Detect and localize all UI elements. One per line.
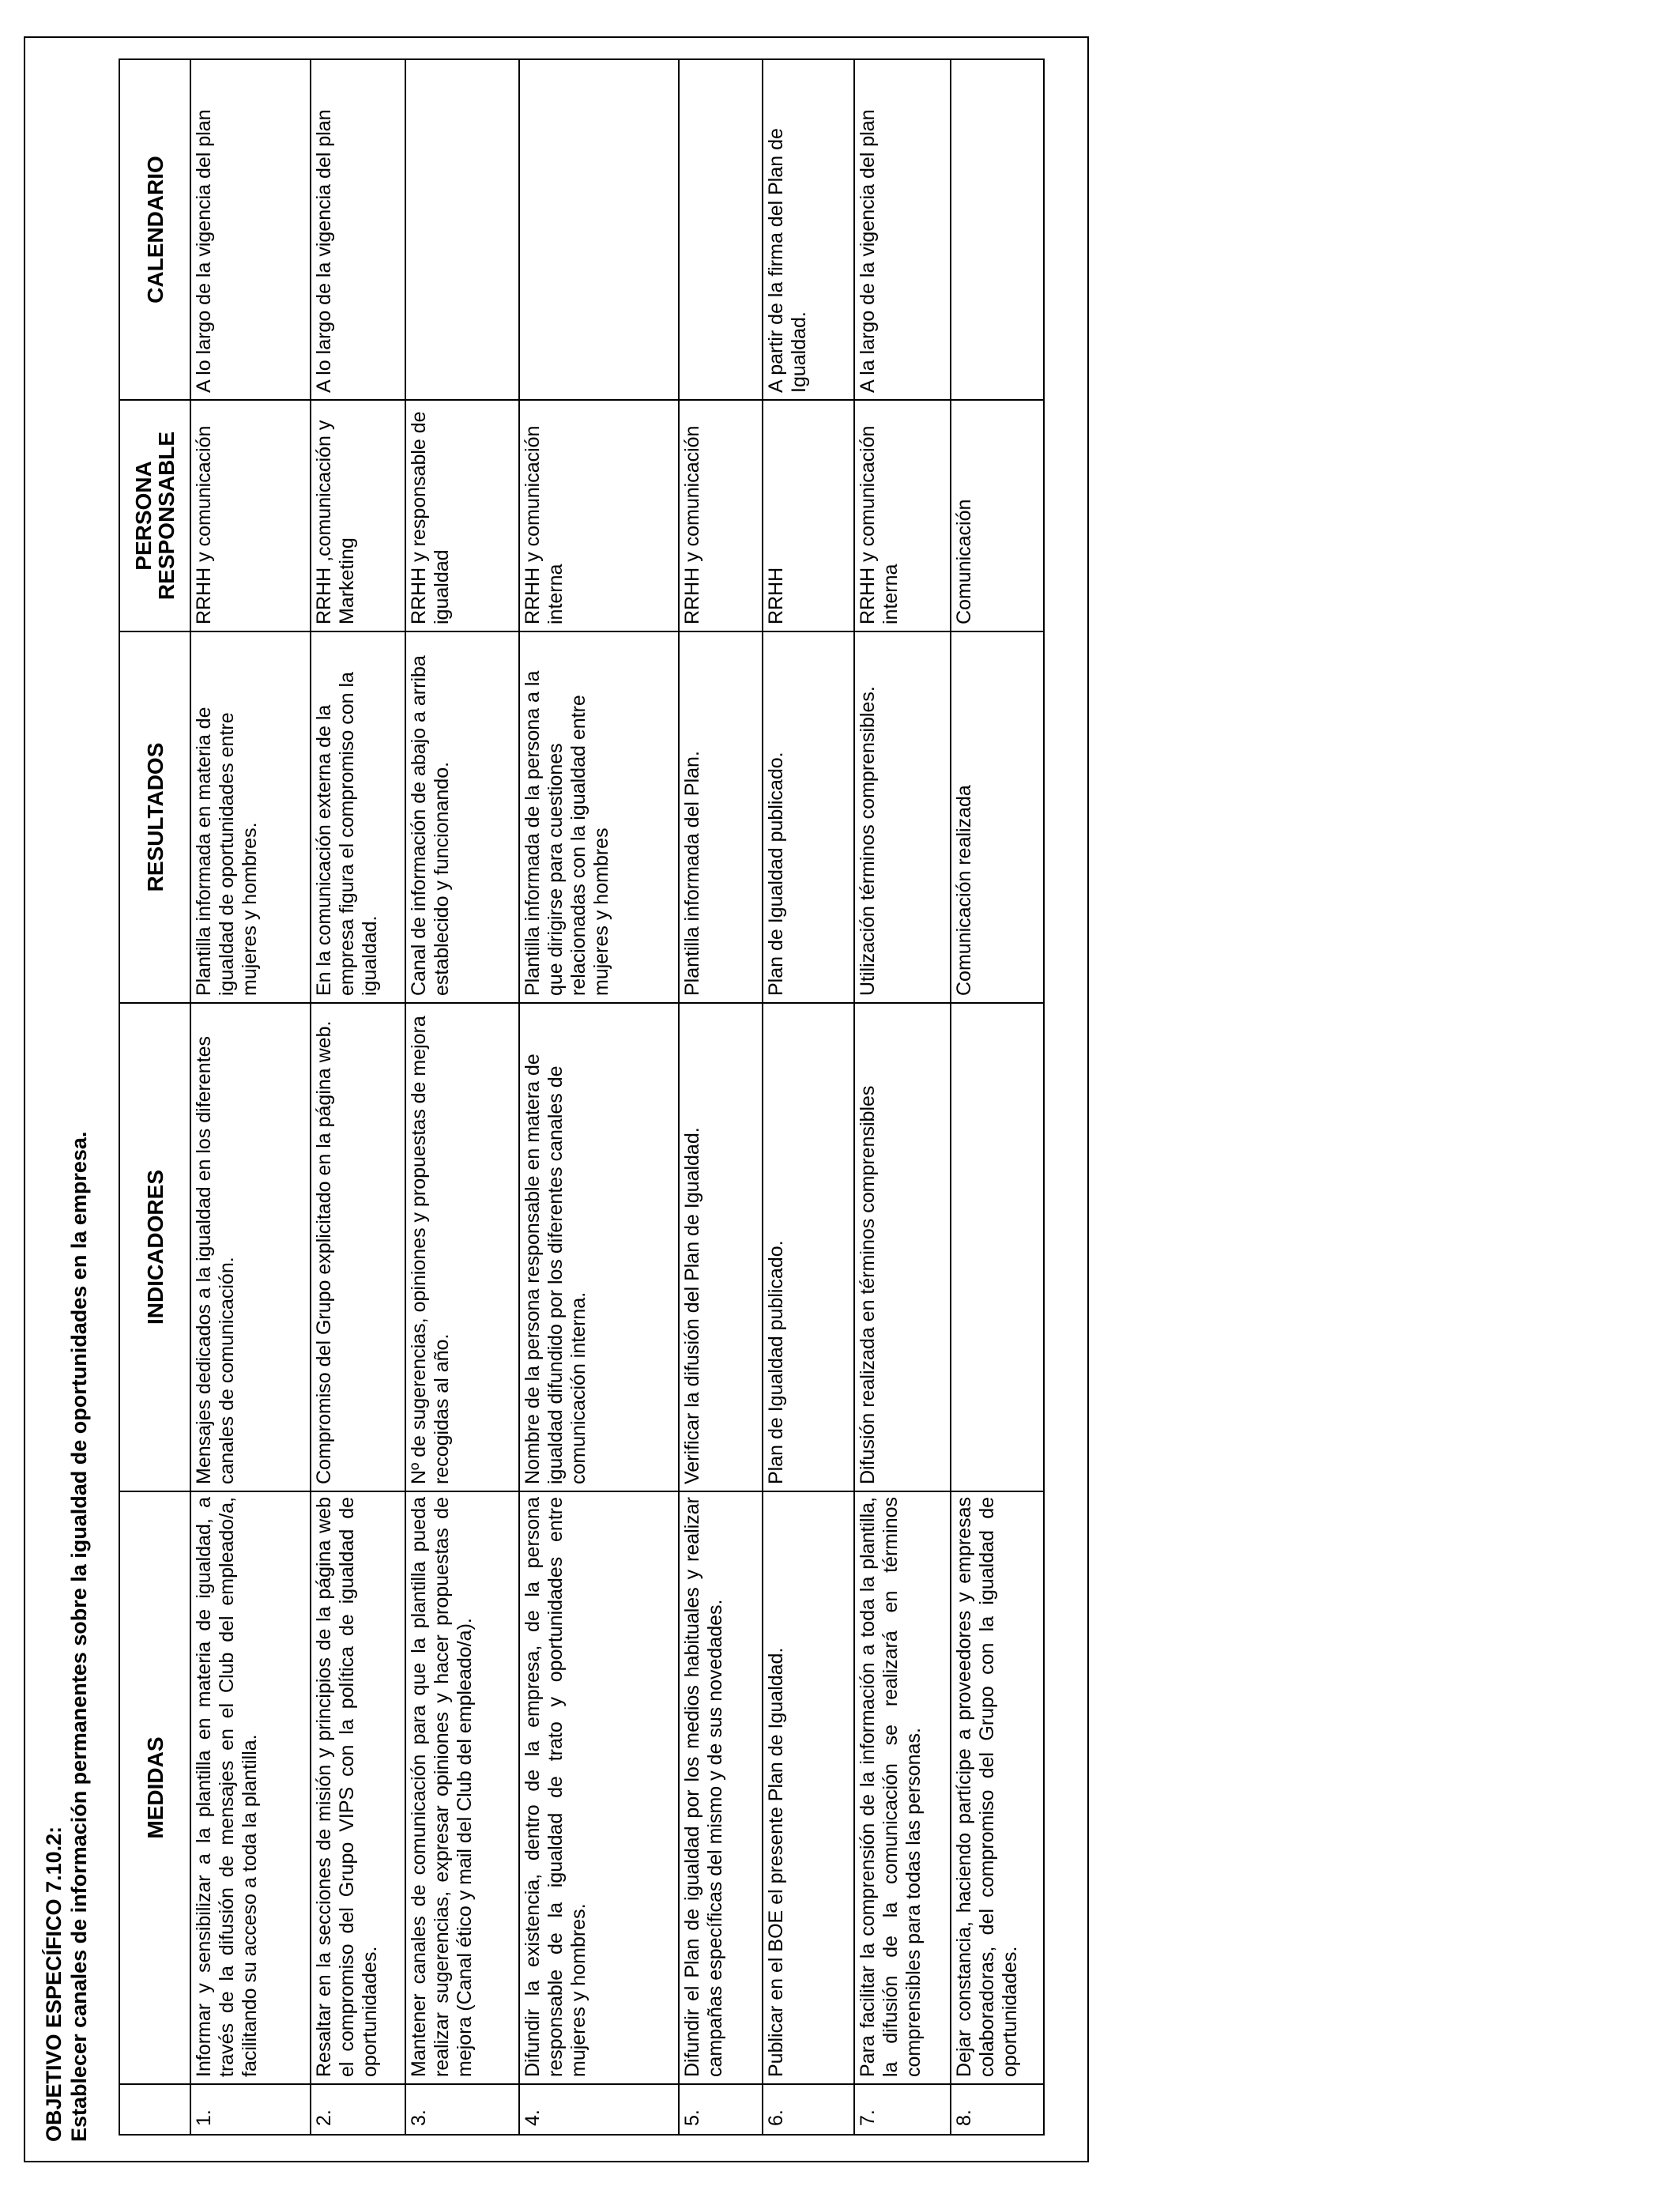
medida-cell: Dejar constancia, haciendo partícipe a proveedores y empresas colaboradoras, del compromiso del Grupo con la igualdad de oportunidades. [951,1491,1044,2084]
column-header-num [119,2084,190,2135]
measures-table [119,58,1045,2136]
objective-subtitle: Establecer canales de información permanentes sobre la igualdad de oportunidades en la empresa. [67,1131,91,2142]
indicador-cell: Verificar la difusión del Plan de Igualdad. [679,1003,763,1491]
resultado-cell: Plantilla informada del Plan. [679,631,763,1003]
indicador-cell: Nº de sugerencias, opiniones y propuestas de mejora recogidas al año. [405,1003,519,1491]
persona-cell: RRHH y comunicación interna [519,400,679,631]
table-row [763,59,854,2135]
indicador-cell: Compromiso del Grupo explicitado en la página web. [311,1003,405,1491]
objective-title: OBJETIVO ESPECÍFICO 7.10.2: [42,1826,66,2142]
row-number: 1. [190,2084,311,2135]
indicador-cell [951,1003,1044,1491]
persona-cell: RRHH y comunicación [679,400,763,631]
indicador-cell: Mensajes dedicados a la igualdad en los diferentes canales de comunicación. [190,1003,311,1491]
column-header-medidas: MEDIDAS [119,1491,190,2084]
persona-cell: Comunicación [951,400,1044,631]
medida-cell: Publicar en el BOE el presente Plan de Igualdad. [763,1491,854,2084]
medida-cell: Informar y sensibilizar a la plantilla en materia de igualdad, a través de la difusión de mensajes en el Club del empleado/a, facilitando su acceso a toda la plantilla. [190,1491,311,2084]
persona-cell: RRHH y comunicación interna [854,400,951,631]
objective-header [41,87,92,2142]
medida-cell: Resaltar en la secciones de misión y principios de la página web el compromiso del Grupo VIPS con la política de igualdad de oportunidades. [311,1491,405,2084]
calendario-cell: A lo largo de la vigencia del plan [311,59,405,400]
table-row [854,59,951,2135]
persona-cell: RRHH y comunicación [190,400,311,631]
calendario-cell [951,59,1044,400]
table-row [405,59,519,2135]
column-header-indicadores: INDICADORES [119,1003,190,1491]
table-row [519,59,679,2135]
document-frame [24,36,1089,2162]
column-header-calendario: CALENDARIO [119,59,190,400]
resultado-cell: Plantilla informada de la persona a la que dirigirse para cuestiones relacionadas con la igualdad entre mujeres y hombres [519,631,679,1003]
persona-cell: RRHH [763,400,854,631]
calendario-cell [405,59,519,400]
row-number: 4. [519,2084,679,2135]
table-row [951,59,1044,2135]
medida-cell: Para facilitar la comprensión de la información a toda la plantilla, la difusión de la comunicación se realizará en términos comprensibles para todas las personas. [854,1491,951,2084]
column-header-persona-responsable: PERSONA RESPONSABLE [119,400,190,631]
table-row [190,59,311,2135]
resultado-cell: Canal de información de abajo a arriba establecido y funcionando. [405,631,519,1003]
resultado-cell: Comunicación realizada [951,631,1044,1003]
row-number: 5. [679,2084,763,2135]
medida-cell: Difundir el Plan de igualdad por los medios habituales y realizar campañas específicas del mismo y de sus novedades. [679,1491,763,2084]
table-row [311,59,405,2135]
persona-cell: RRHH ,comunicación y Marketing [311,400,405,631]
medida-cell: Mantener canales de comunicación para que la plantilla pueda realizar sugerencias, expresar opiniones y hacer propuestas de mejora (Canal ético y mail del Club del empleado/a). [405,1491,519,2084]
persona-cell: RRHH y responsable de igualdad [405,400,519,631]
row-number: 2. [311,2084,405,2135]
calendario-cell [519,59,679,400]
table-header-row [119,59,190,2135]
resultado-cell: Utilización términos comprensibles. [854,631,951,1003]
table-row [679,59,763,2135]
resultado-cell: Plan de Igualdad publicado. [763,631,854,1003]
calendario-cell: A la largo de la vigencia del plan [854,59,951,400]
calendario-cell: A partir de la firma del Plan de Igualdad. [763,59,854,400]
medida-cell: Difundir la existencia, dentro de la empresa, de la persona responsable de la igualdad de trato y oportunidades entre mujeres y hombres. [519,1491,679,2084]
indicador-cell: Nombre de la persona responsable en matera de igualdad difundido por los diferentes canales de comunicación interna. [519,1003,679,1491]
row-number: 6. [763,2084,854,2135]
resultado-cell: Plantilla informada en materia de igualdad de oportunidades entre mujeres y hombres. [190,631,311,1003]
indicador-cell: Plan de Igualdad publicado. [763,1003,854,1491]
row-number: 3. [405,2084,519,2135]
column-header-resultados: RESULTADOS [119,631,190,1003]
resultado-cell: En la comunicación externa de la empresa figura el compromiso con la igualdad. [311,631,405,1003]
indicador-cell: Difusión realizada en términos comprensibles [854,1003,951,1491]
row-number: 8. [951,2084,1044,2135]
calendario-cell [679,59,763,400]
calendario-cell: A lo largo de la vigencia del plan [190,59,311,400]
row-number: 7. [854,2084,951,2135]
